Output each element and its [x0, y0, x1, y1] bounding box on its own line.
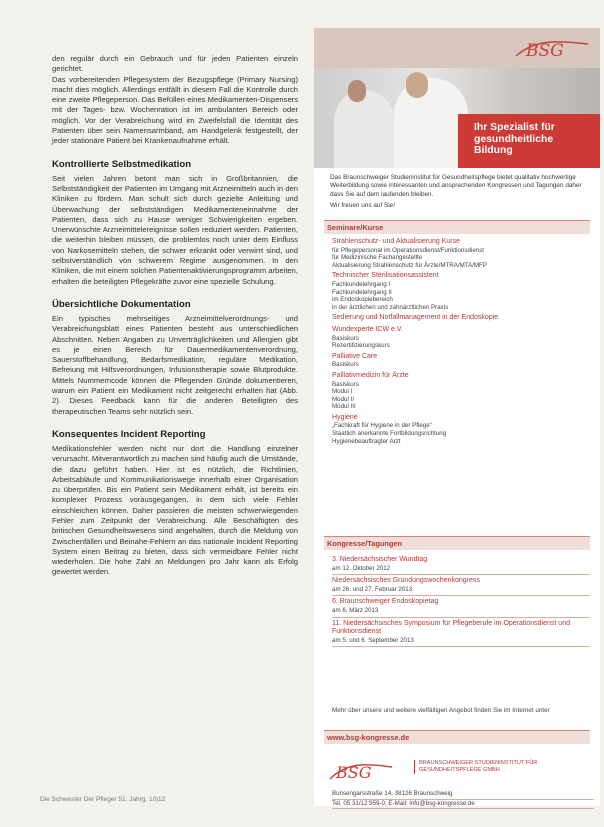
congress-date: am 5. und 6. September 2013: [332, 636, 414, 644]
course-title[interactable]: Sedierung und Notfallmanagement in der Endoskopie: [332, 314, 499, 322]
bsg-advertisement: [314, 28, 600, 806]
course-group: [332, 326, 588, 350]
congress-date: am 6. März 2013: [332, 606, 379, 614]
course-item[interactable]: Staatlich anerkannte Fortbildungsrichtung: [332, 430, 447, 438]
section-heading: Übersichtliche Dokumentation: [52, 298, 191, 310]
congress-item[interactable]: [332, 554, 590, 575]
congress-list: [332, 554, 590, 647]
website-link[interactable]: [324, 730, 590, 744]
congress-item[interactable]: [332, 575, 590, 596]
tagline-text: Ihr Spezialist für gesundheitliche Bildung: [474, 122, 555, 156]
congress-title: 11. Niedersächsisches Symposium für Pflegeberufe im Operationsdienst und Funktionsdienst: [332, 619, 570, 636]
course-group: [332, 372, 588, 411]
section-heading-label: Kongresse/Tagungen: [327, 539, 403, 548]
congress-title: 3. Niedersächsischer Wundtag: [332, 556, 428, 563]
bsg-logo: [514, 36, 590, 62]
course-title[interactable]: Hygiene: [332, 413, 358, 421]
course-item[interactable]: Modul III: [332, 403, 356, 411]
course-item[interactable]: Basiskurs: [332, 334, 359, 342]
tagline-banner: [458, 114, 600, 168]
course-list: [332, 238, 588, 448]
course-title[interactable]: Palliativmedizin für Ärzte: [332, 371, 409, 379]
congress-item[interactable]: [332, 596, 590, 617]
ad-intro-text: Das Braunschweiger Studieninstitut für Gesundheitspflege bietet qualitativ hochwertige Weiterbildung sowie interessanten und ansprechenden Kongressen und Tagungen daher dass Sie auf dem laufenden bleiben.: [330, 174, 582, 198]
course-item[interactable]: für Pflegepersonal im Operationsdienst/Funktionsdienst: [332, 246, 485, 254]
bsg-logo-text: BSG: [526, 41, 564, 61]
congress-date: am 26. und 27. Februar 2013: [332, 585, 413, 593]
contact-line: Tel. 05 31/12 959-0, E-Mail: info@bsg-kongresse.de: [332, 800, 594, 810]
course-item[interactable]: Basiskurs: [332, 380, 359, 388]
ad-intro-closing: Wir freuen uns auf Sie!: [330, 202, 396, 210]
course-title[interactable]: Wundexperte ICW e.V.: [332, 325, 403, 333]
course-item[interactable]: Rezertifizierungskurs: [332, 342, 390, 350]
course-item[interactable]: Basiskurs: [332, 361, 359, 369]
course-item[interactable]: in der ärztlichen und zahnärztlichen Praxis: [332, 303, 449, 311]
institute-name: BRAUNSCHWEIGER STUDIENINSTITUT FÜR GESUNDHEITSPFLEGE GMBH: [414, 760, 599, 774]
congress-item[interactable]: [332, 618, 590, 648]
body-paragraph: Das vorbereitenden Pflegesystem der Bezugspflege (Primary Nursing) macht dies möglich. Allerdings entfällt in diesem Fall die Kontrolle durch eine zweite Pflegeperson. Das Befüllen eines Medikamenten-Dispensers mit der Tages- bzw. Wochenration ist im ambulanten Bereich oder möglich. Vor der Verabreichung wird im Zweifelsfall die Identität des Patienten über sein Namensarmband, am Handgelenk festgestellt, der jeder stationäre Patient bei Krankenaufnahme erhält.: [52, 74, 298, 146]
course-group: [332, 353, 588, 369]
congress-date: am 12. Oktober 2012: [332, 564, 391, 572]
course-item[interactable]: Aktualisierung Strahlenschutz für Ärzte/MTRA/MTA/MFP: [332, 261, 487, 269]
course-item[interactable]: Fachkundelehrgang II: [332, 288, 392, 296]
course-item[interactable]: Hygienebeauftragter Arzt: [332, 437, 401, 445]
course-title[interactable]: Strahlenschutz- und Aktualisierung Kurse: [332, 238, 461, 245]
website-url[interactable]: www.bsg-kongresse.de: [327, 733, 410, 742]
contact-block: [332, 790, 594, 809]
course-group: [332, 414, 588, 445]
course-group: [332, 272, 588, 311]
course-group: [332, 238, 588, 269]
address-line: Bunsengarsstraße 14, 38126 Braunschweig: [332, 790, 594, 800]
section-heading: Kontrollierte Selbstmedikation: [52, 158, 192, 170]
course-group: [332, 314, 588, 323]
section-heading: Konsequentes Incident Reporting: [52, 428, 206, 440]
course-title[interactable]: Technischer Sterilisationsassistent: [332, 272, 439, 280]
body-paragraph: Ein typisches mehrseitiges Arzneimittelverordnungs- und Verabreichungsblatt eines Patienten besteht aus unterschiedlichen Abschnitten. Neben Angaben zu Unverträglichkeiten und Allergien gibt es je einen Bereich für Dauermedikamentenverordnung, Sauerstoffbehandlung, Bedarfsmedikation, reguläre Medikation, Befreiung mit Hilfsverordnungen, Infusionstherapie sowie Blutprodukte. Mittels Nummerncode können die Pflegenden Gründe dokumentieren, warum ein Patient ein Medikament nicht zeitgerecht erhalten hat (Abb. 2). Dieses Feedback kann für die anderen Beteiligten des therapeutischen Teams sehr nützlich sein.: [52, 313, 298, 416]
body-paragraph: Medikationsfehler werden nicht nur dort die Handlung einzelner verursacht. Mitverantwortlich zu machen sind häufig auch die Umstände, die dazu geführt haben. Hier ist es nützlich, die Richtlinien, Arbeitsabläufe und Kommunikationswege innerhalb einer Organisation zu überprüfen. Bis ein Patient sein Medikament erhält, ist bereits ein komplexer Prozess vorausgegangen, in dem sich viele Fehler einschleichen können. Daher passieren die meisten schwerwiegenden Fehler zum Zeitpunkt der Verabreichung. Alle Beschäftigten des britischen Gesundheitswesens sind angehalten, durch die Meldung von Zwischenfällen und Beinahe-Fehlern an das nationale Incident Reporting System einen Beitrag zu bieten, dass sich vermeidbare Fehler nicht wiederholen. Die hohe Zahl an Meldungen pro Jahr kann als Erfolg gewertet werden.: [52, 443, 298, 577]
congress-title: Niedersächsisches Gründungswochenkongress: [332, 577, 480, 585]
section-heading-seminare: [324, 220, 590, 234]
course-item[interactable]: „Fachkraft für Hygiene in der Pflege“: [332, 422, 432, 430]
bsg-logo-bottom: [328, 758, 394, 784]
course-item[interactable]: Fachkundelehrgang I: [332, 280, 391, 288]
section-heading-kongresse: [324, 536, 590, 550]
congress-title: 6. Braunschweiger Endoskopietag: [332, 598, 439, 606]
course-item[interactable]: für Medizinische Fachangestellte: [332, 254, 423, 262]
course-item[interactable]: im Endoskopiebereich: [332, 296, 393, 304]
page-footer: Die Schwester Der Pfleger 51. Jahrg. 10|12: [40, 796, 166, 803]
course-item[interactable]: Modul I: [332, 388, 353, 396]
ad-intro: [330, 174, 584, 211]
course-item[interactable]: Modul II: [332, 395, 355, 403]
body-paragraph: den regulär durch ein Gebrauch und für jeden Patienten einzeln gerichtet.: [52, 54, 298, 74]
course-title[interactable]: Palliative Care: [332, 352, 378, 360]
article-column: [52, 54, 298, 578]
body-paragraph: Seit vielen Jahren betont man sich in Großbritannien, die Selbstständigkeit der Patienten im Umgang mit Arzneimitteln auch in den Kliniken zu fördern. Man schult sich durch gezielte Anleitung und Überwachung der selbstständigen Medikamenteneinnahme der Patienten, dass sich zu Hause weniger Schwierigkeiten ergeben. Unerwünschte Arzneimittelereignisse sollen reduziert werden. Patienten, die weiterhin bleiben müssen, die problemlos noch unter dem Einfluss von Narkosemitteln stehen, die schwer erkrankt oder verwirrt sind, und selbstverständlich von schwerem Regime ausgenommen. In den Kliniken, die mit einem solchen Patientenaktivierungsprogramm arbeiten, erhalten die beteiligten Pflegekräfte zuvor eine spezielle Schulung.: [52, 173, 298, 286]
more-info-text: Mehr über unsere und weitere vielfältigen Angebot finden Sie im Internet unter: [332, 707, 550, 714]
section-heading-label: Seminare/Kurse: [327, 223, 384, 232]
bsg-logo-bottom-text: BSG: [336, 763, 372, 782]
